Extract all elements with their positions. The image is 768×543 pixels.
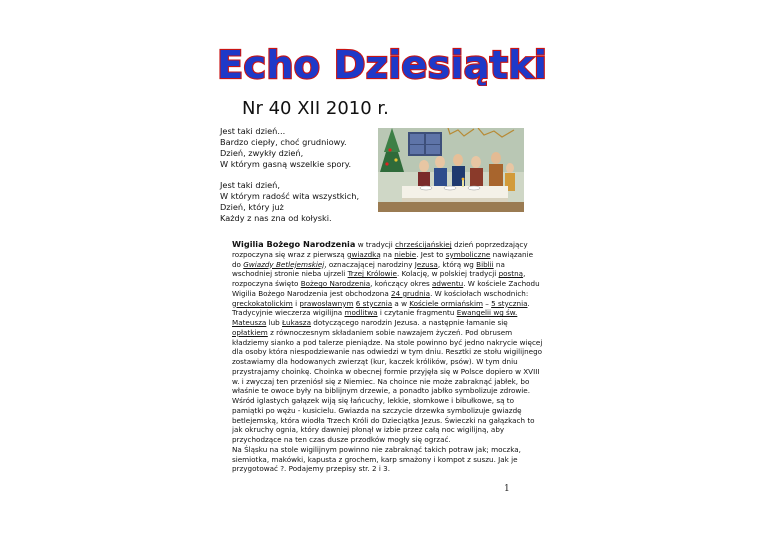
- text: w tradycji: [355, 240, 396, 249]
- masthead-title: Echo Dziesiątki: [217, 43, 547, 86]
- text: –: [482, 298, 492, 308]
- link-postna[interactable]: postną: [498, 269, 524, 279]
- masthead: [212, 40, 552, 86]
- poem-line: Dzień, zwykły dzień,: [220, 148, 304, 158]
- poem-line: Bardzo ciepły, choć grudniowy.: [220, 137, 347, 147]
- article-title: Wigilia Bożego Narodzenia: [232, 239, 356, 249]
- link-prawoslawnym[interactable]: prawosławnym: [299, 298, 354, 308]
- article-wigilia: [232, 240, 544, 474]
- text: , którą wg: [437, 259, 477, 269]
- link-chrzescijanskiej[interactable]: chrześcijańskiej: [395, 240, 452, 249]
- text: . Jest to: [416, 249, 446, 259]
- link-modlitwa[interactable]: modlitwa: [344, 308, 378, 318]
- poem-line: W którym radość wita wszystkich,: [220, 191, 360, 201]
- text: , kończący okres: [370, 279, 433, 288]
- text: dzień poprzedzający rozpoczyna się wraz z pierwszą: [232, 240, 528, 259]
- text: a w: [392, 298, 410, 308]
- link-biblii[interactable]: Biblii: [476, 259, 494, 269]
- link-ewangelii-mateusza[interactable]: Ewangelii wg św. Mateusza: [232, 308, 518, 327]
- poem-line: W którym gasną wszelkie spory.: [220, 159, 352, 169]
- text: nawiązanie do: [232, 249, 534, 269]
- text: . Tradycyjnie wieczerza wigilijna: [232, 298, 530, 318]
- link-symboliczne[interactable]: symboliczne: [445, 249, 491, 259]
- page-number: 1: [504, 484, 510, 494]
- link-6-stycznia[interactable]: 6 stycznia: [355, 298, 393, 308]
- text: . W kościele Zachodu Wigilia Bożego Narodzenia jest obchodzona: [232, 279, 540, 298]
- article-paragraph: [232, 240, 544, 445]
- poem-line: Jest taki dzień,: [220, 180, 280, 190]
- text: lub: [266, 318, 283, 327]
- poem-line: Jest taki dzień...: [220, 126, 286, 136]
- masthead-logo: [212, 40, 552, 86]
- link-5-stycznia[interactable]: 5 stycznia: [491, 298, 528, 308]
- article-paragraph-silesia: Na Śląsku na stole wigilijnym powinno nie zabraknąć takich potraw jak; moczka, siemiotka, makówki, kapusta z grochem, karp smażony i kompot z suszu. Jak je przygotować ?. Podajemy przepisy str. 2 i 3.: [232, 444, 521, 474]
- issue-number: Nr 40 XII 2010 r.: [242, 98, 389, 119]
- poem-stanza-2: [220, 180, 370, 224]
- link-lukasza[interactable]: Łukasza: [282, 318, 311, 327]
- text: na wschodniej stronie nieba ujrzeli: [232, 259, 505, 279]
- link-kosciele-ormianskim[interactable]: Kościele ormiańskim: [409, 298, 483, 308]
- poem-line: Dzień, który już: [220, 202, 284, 212]
- text: dotyczącego narodzin Jezusa. a następnie łamanie się: [310, 318, 508, 327]
- text: na: [380, 249, 395, 259]
- text: . Kolację, w polskiej tradycji: [396, 269, 499, 279]
- poem-stanza-1: [220, 126, 370, 170]
- text: i czytanie fragmentu: [377, 308, 457, 318]
- poem-line: Każdy z nas zna od kołyski.: [220, 213, 332, 223]
- text: i: [292, 298, 300, 308]
- family-table-picture: [378, 128, 524, 212]
- link-niebie[interactable]: niebie: [394, 249, 417, 259]
- text: . W kościołach wschodnich:: [430, 288, 529, 298]
- link-24-grudnia[interactable]: 24 grudnia: [391, 288, 431, 298]
- link-gwiazdka[interactable]: gwiazdką: [346, 249, 381, 259]
- link-trzej-krolowie[interactable]: Trzej Królowie: [347, 269, 397, 279]
- poem: [220, 126, 370, 234]
- link-jezusa[interactable]: Jezusa: [414, 259, 438, 269]
- text: z równoczesnym składaniem sobie nawzajem życzeń. Pod obrusem kładziemy sianko a pod talerze pieniądze. Na stole powinno być jedno nakrycie więcej dla osoby która niespodziewanie nas odwiedzi w tym dniu. Resztki ze stołu wigilijnego zostawiamy dla hodowanych zwierząt (kur, kaczek królików, psów). W tym dniu przystrajamy choinkę. Choinka w obecnej formie przyjęła się w Polsce dopiero w XVIII w. i zwyczaj ten przeniósł się z Niemiec. Na choince nie może zabraknąć jabłek, bo właśnie te owoce były na biblijnym drzewie, a ponadto jabłko symbolizuje zdrowie. Wśród iglastych gałązek wiją się łańcuchy, lekkie, słomkowe i bibułkowe, są to pamiątki po wężu - kusicielu. Gwiazda na szczycie drzewka symbolizuje gwiazdę betlejemską, która wiodła Trzech Króli do Dzieciątka Jezus. Świeczki na gałązkach to jak okruchy ognia, który dawniej płonął w izbie przez całą noc wigilijną, aby przychodzące na ten czas dusze przodków mogły się ogrzać.: [232, 327, 543, 444]
- link-gwiazdy-betlejemskiej[interactable]: Gwiazdy Betlejemskiej: [243, 259, 325, 269]
- link-adwentu[interactable]: adwentu: [432, 279, 464, 288]
- christmas-eve-illustration: [378, 128, 524, 212]
- link-bozego-narodzenia[interactable]: Bożego Narodzenia: [300, 279, 371, 288]
- link-oplatkiem[interactable]: opłatkiem: [232, 327, 268, 337]
- text: , oznaczającej narodziny: [324, 259, 415, 269]
- text: , rozpoczyna święto: [232, 269, 526, 288]
- link-greckokatolickim[interactable]: greckokatolickim: [232, 298, 293, 308]
